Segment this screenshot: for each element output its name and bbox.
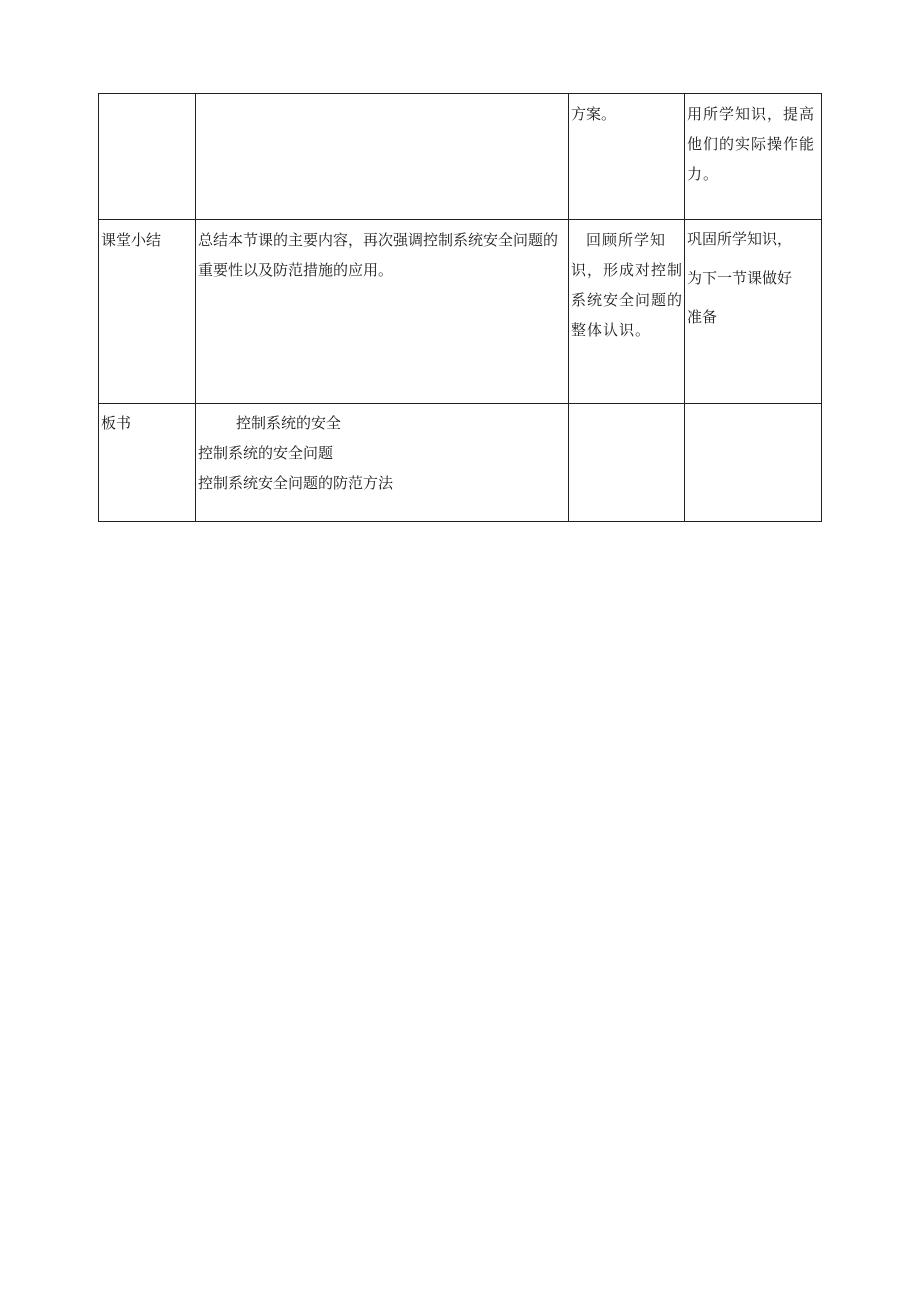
row1-student-activity-text: 方案。 <box>571 105 617 123</box>
row2-stage-label: 课堂小结 <box>101 231 162 249</box>
row3-stage-label: 板书 <box>101 414 132 432</box>
row3-student-activity-cell <box>569 404 685 522</box>
blackboard-line: 控制系统安全问题的防范方法 <box>198 474 394 492</box>
row1-teacher-activity-cell <box>196 94 569 220</box>
blackboard-title: 控制系统的安全 <box>236 414 342 432</box>
row2-stage-cell <box>99 220 196 404</box>
blackboard-line: 控制系统的安全问题 <box>198 444 334 462</box>
blackboard-outline <box>196 404 568 498</box>
row3-blackboard-cell <box>196 404 569 522</box>
row2-teacher-activity-text: 总结本节课的主要内容，再次强调控制系统安全问题的重要性以及防范措施的应用。 <box>198 231 559 279</box>
table-row <box>99 94 822 220</box>
row2-design-intent-cell <box>685 220 822 404</box>
row2-student-activity-text: 回顾所学知识，形成对控制系统安全问题的整体认识。 <box>571 231 684 339</box>
row2-design-intent-text <box>685 220 821 337</box>
row3-stage-cell <box>99 404 196 522</box>
design-intent-line: 准备 <box>687 308 718 326</box>
row2-teacher-activity-cell <box>196 220 569 404</box>
row2-student-activity-cell <box>569 220 685 404</box>
lesson-plan-table <box>98 93 822 522</box>
table-row <box>99 404 822 522</box>
row1-student-activity-cell <box>569 94 685 220</box>
row1-stage-cell <box>99 94 196 220</box>
row1-design-intent-cell <box>685 94 822 220</box>
design-intent-line: 为下一节课做好 <box>687 269 793 287</box>
row1-design-intent-text: 用所学知识，提高他们的实际操作能力。 <box>687 105 816 183</box>
row3-design-intent-cell <box>685 404 822 522</box>
design-intent-line: 巩固所学知识， <box>687 230 793 248</box>
table-row <box>99 220 822 404</box>
